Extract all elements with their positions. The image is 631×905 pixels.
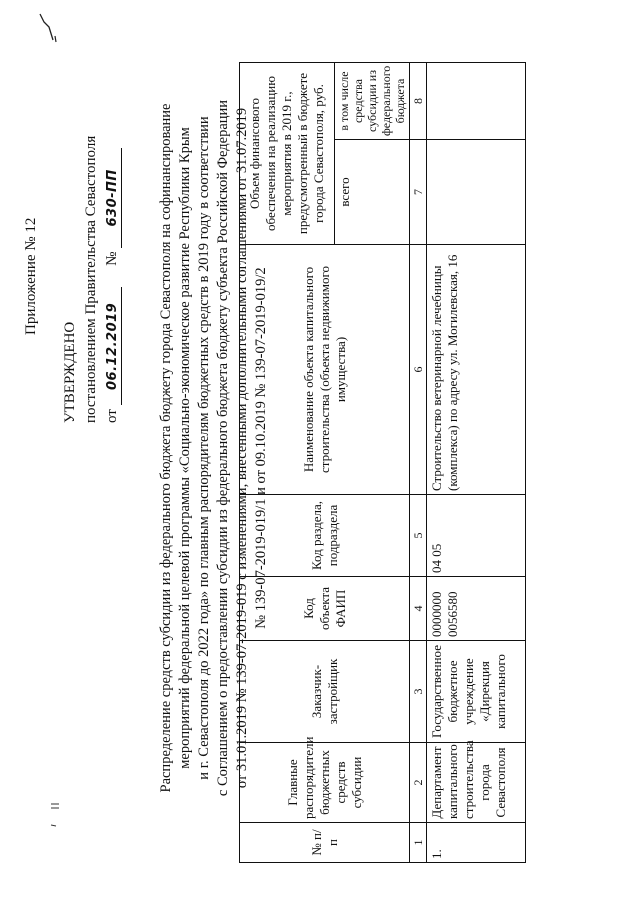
title-line: № 139-07-2019-019/1 и от 09.10.2019 № 139-07-2019-019/2 <box>253 267 269 629</box>
header-section-code: Код раздела, подраздела <box>240 495 410 577</box>
number-label: № <box>104 251 120 266</box>
col-number: 4 <box>410 577 427 641</box>
table-header-row <box>240 63 335 863</box>
approval-block <box>21 43 123 423</box>
col-number: 3 <box>410 641 427 743</box>
header-federal: в том числе средства субсидии из федерального бюджета <box>335 63 410 140</box>
approved-label: УТВЕРЖДЕНО <box>62 321 78 423</box>
col-number: 7 <box>410 140 427 245</box>
col-number: 2 <box>410 743 427 823</box>
header-object-name: Наименование объекта капитального строительства (объекта недвижимого имущества) <box>240 245 410 495</box>
distribution-table <box>239 62 526 863</box>
col-number: 6 <box>410 245 427 495</box>
row-num: 1. <box>427 823 526 863</box>
title-line: Распределение средств субсидии из федерального бюджета бюджету города Севастополя на софинансирование <box>158 103 174 793</box>
row-customer: Государственное бюджетное учреждение «Дирекция капитального <box>427 641 526 743</box>
header-total: всего <box>335 140 410 245</box>
title-line: и г. Севастополя до 2022 года» по главным распорядителям бюджетных средств в 2019 году в соответствии <box>196 116 212 780</box>
header-customer: Заказчик-застройщик <box>240 641 410 743</box>
from-label: от <box>104 409 120 423</box>
annex-number: Приложение № 12 <box>23 217 39 335</box>
row-object-name: Строительство ветеринарной лечебницы (комплекса) по адресу ул. Могилевская, 16 <box>427 245 526 495</box>
decree-line: постановлением Правительства Севастополя <box>83 135 99 423</box>
date-number-line <box>102 43 123 423</box>
title-line: от 31.01.2019 № 139-07-2019-019 с изменениями, внесенными дополнительными соглашениями от 31.07.2019 <box>234 107 250 789</box>
decree-number: 630-ПП <box>105 148 122 248</box>
signature-date: 06.12.2019 <box>105 287 122 405</box>
col-number: 5 <box>410 495 427 577</box>
header-num: № п/п <box>240 823 410 863</box>
header-distributors: Главные распорядители бюджетных средств субсидии <box>240 743 410 823</box>
row-distributor: Департамент капитального строительства города Севастополя <box>427 743 526 823</box>
table-row <box>427 63 526 863</box>
rotated-document <box>7 33 607 863</box>
title-line: с Соглашением о предоставлении субсидии из федерального бюджета бюджету субъекта Российской Федерации <box>215 99 231 797</box>
title-line: мероприятий федеральной целевой программы «Социально-экономическое развитие Республики Крым <box>177 127 193 769</box>
row-total <box>427 140 526 245</box>
col-number: 8 <box>410 63 427 140</box>
row-faip-code: 0000000 0056580 <box>427 577 526 641</box>
col-number: 1 <box>410 823 427 863</box>
column-number-row <box>410 63 427 863</box>
header-funding: Объем финансового обеспечения на реализацию мероприятия в 2019 г., предусмотренный в бюджете города Севастополя, руб. <box>240 63 335 245</box>
row-section-code: 04 05 <box>427 495 526 577</box>
row-federal <box>427 63 526 140</box>
header-faip-code: Код объекта ФАИП <box>240 577 410 641</box>
